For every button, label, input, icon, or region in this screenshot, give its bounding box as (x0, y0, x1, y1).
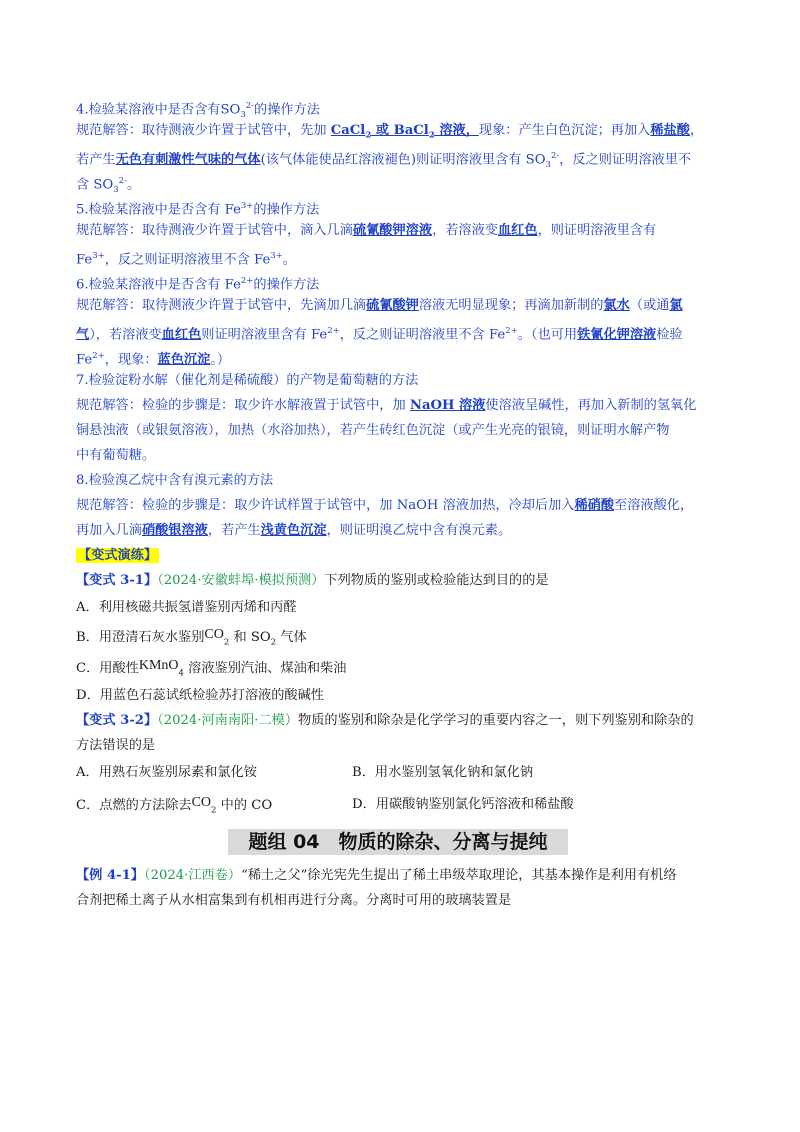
reagent-agno3: 硝酸银溶液 (141, 523, 208, 538)
section-5-line-2: $Fe^{3+}$，反之则证明溶液里不含 $Fe^{3+}$。 (76, 251, 296, 268)
reagent-kscn-2: 硫氰酸钾 (366, 298, 419, 313)
section-8-title: 8.检验溴乙烷中含有溴元素的方法 (76, 473, 274, 488)
section-6-line-1: 规范解答：取待测液少许置于试管中，先滴加几滴硫氰酸钾溶液无明显现象；再滴加新制的氯水（或通氯 (76, 298, 683, 313)
variant-3-1-option-a: A．利用核磁共振氢谱鉴别丙烯和丙醛 (76, 600, 297, 615)
variant-3-1-option-b: B．用澄清石灰水鉴别$CO_2$ 和 $SO_2$ 气体 (76, 627, 307, 648)
phenomenon-yellow-precipitate: 浅黄色沉淀 (260, 523, 327, 538)
variant-3-2-option-d: D．用碳酸钠鉴别氯化钙溶液和稀盐酸 (352, 797, 574, 812)
section-4-line-3: 含 $SO_3^{2-}$。 (76, 176, 141, 196)
example-4-1-question-line-2: 合剂把稀土离子从水相富集到有机相再进行分离。分离时可用的玻璃装置是 (76, 893, 512, 908)
reagent-kscn: 硫氰酸钾溶液 (352, 223, 433, 238)
variant-3-2-option-c: C．点燃的方法除去$CO_2$ 中的 CO (76, 795, 273, 816)
section-4-title: 4.检验某溶液中是否含有$SO_3^{2-}$的操作方法 (76, 101, 320, 121)
section-heading: 题组 04 物质的除杂、分离与提纯 (228, 829, 568, 855)
section-7-line-1: 规范解答：检验的步骤是：取少许水解液置于试管中，加 NaOH 溶液使溶液呈碱性，再加入新制的氢氧化 (76, 398, 697, 413)
practice-tag: 【变式演练】 (78, 548, 158, 563)
section-7-title: 7.检验淀粉水解（催化剂是稀硫酸）的产物是葡萄糖的方法 (76, 373, 419, 388)
reagent-chlorine-2: 气 (76, 327, 90, 343)
phenomenon-gas: 无色有刺激性气味的气体 (115, 152, 261, 168)
section-8-line-1: 规范解答：检验的步骤是：取少许试样置于试管中，加 NaOH 溶液加热，冷却后加入稀硝酸至溶液酸化， (76, 498, 694, 513)
color-blood-red: 血红色 (498, 223, 538, 238)
section-5-line-1: 规范解答：取待测液少许置于试管中，滴入几滴硫氰酸钾溶液，若溶液变血红色，则证明溶液里含有 (76, 223, 657, 238)
variant-3-2-option-b: B．用水鉴别氢氧化钠和氯化钠 (352, 765, 534, 780)
variant-3-2-question: 【变式 3-2】（2024·河南南阳·二模）物质的鉴别和除杂是化学学习的重要内容之一，则下列鉴别和除杂的 (76, 713, 694, 728)
variant-3-1-question: 【变式 3-1】（2024·安徽蚌埠·模拟预测）下列物质的鉴别或检验能达到目的的是 (76, 573, 549, 588)
section-7-line-3: 中有葡萄糖。 (76, 448, 156, 463)
section-5-title: 5.检验某溶液中是否含有 $Fe^{3+}$的操作方法 (76, 201, 320, 218)
section-4-line-2: 若产生无色有刺激性气味的气体(该气体能使品红溶液褪色)则证明溶液里含有 $SO_3^{2-}$，反之则证明溶液里不 (76, 151, 692, 171)
color-blood-red-2: 血红色 (161, 327, 202, 343)
example-4-1-question: 【例 4-1】（2024·江西卷）“稀土之父”徐光宪先生提出了稀土串级萃取理论，其基本操作是利用有机络 (76, 868, 677, 883)
section-6-line-2: 气），若溶液变血红色则证明溶液里含有 $Fe^{2+}$，反之则证明溶液里不含 $Fe^{2+}$。（也可用铁氰化钾溶液检验 (76, 326, 683, 343)
section-4-line-1: 规范解答：取待测液少许置于试管中，先加 CaCl$_2$ 或 BaCl$_2$ 溶液，现象：产生白色沉淀；再加入稀盐酸， (76, 123, 704, 141)
reagent-ferricyanide: 铁氰化钾溶液 (577, 327, 657, 343)
reagent-cacl2: CaCl$_2$ 或 BaCl$_2$ 溶液， (330, 123, 479, 141)
reagent-chlorine-water: 氯水 (603, 298, 630, 313)
reagent-chlorine-1: 氯 (669, 298, 683, 313)
reagent-naoh: NaOH 溶液 (409, 398, 486, 413)
section-6-line-3: $Fe^{2+}$，现象：蓝色沉淀。） (76, 351, 231, 368)
variant-3-1-option-d: D．用蓝色石蕊试纸检验苏打溶液的酸碱性 (76, 688, 324, 703)
section-7-line-2: 铜悬浊液（或银氨溶液），加热（水浴加热），若产生砖红色沉淀（或产生光亮的银镜，则证明水解产物 (76, 423, 670, 438)
variant-3-1-option-c: C．用酸性KMnO$_4$ 溶液鉴别汽油、煤油和柴油 (76, 658, 347, 679)
variant-3-2-option-a: A．用熟石灰鉴别尿素和氯化铵 (76, 765, 257, 780)
reagent-hno3: 稀硝酸 (574, 498, 615, 513)
variant-3-2-question-line-2: 方法错误的是 (76, 738, 156, 753)
section-6-title: 6.检验某溶液中是否含有 $Fe^{2+}$的操作方法 (76, 276, 320, 293)
section-8-line-2: 再加入几滴硝酸银溶液，若产生浅黄色沉淀，则证明溴乙烷中含有溴元素。 (76, 523, 512, 538)
phenomenon-blue-precipitate: 蓝色沉淀 (157, 352, 211, 368)
reagent-hcl: 稀盐酸 (650, 123, 690, 138)
